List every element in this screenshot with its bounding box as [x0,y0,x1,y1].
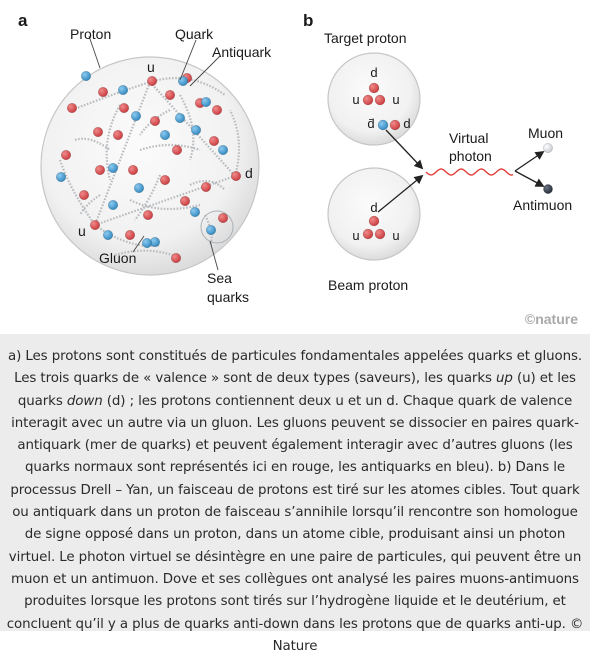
antiquark-dot [206,225,216,235]
label-virtual: Virtual [449,130,489,146]
target-quark-dot [363,95,373,105]
beam-quark-u-left: u [352,228,360,243]
antiquark-dot [191,125,201,135]
virtual-photon-line [426,169,513,175]
quark-dot [93,127,103,137]
label-valence-u-top: u [147,59,155,75]
muon-dot [543,143,552,152]
antiquark-dot [81,71,91,81]
beam-quark-dot [375,229,385,239]
antiquark-arrow [386,130,422,168]
antiquark-dot [201,97,211,107]
antimuon-arrow [515,171,543,186]
quark-dot [79,190,89,200]
target-quark-d: d [370,65,378,80]
quark-dot [231,171,241,181]
antiquark-dot [118,85,128,95]
quark-dot [212,105,222,115]
panel-b-letter: b [303,11,314,30]
quark-dot [125,230,135,240]
quark-dot [201,182,211,192]
antiquark-dot [103,230,113,240]
antiquark-dot [160,130,170,140]
label-target-proton: Target proton [324,30,407,46]
target-quark-dot [369,83,379,93]
label-valence-d: d [245,165,253,181]
label-sea: Sea [207,270,232,286]
quark-dot [180,196,190,206]
quark-dot [150,116,160,126]
target-quark-u-right: u [392,92,400,107]
label-proton: Proton [70,26,112,42]
antiquark-dot [131,111,141,121]
quark-dot [113,130,123,140]
antiquark-dot [178,76,188,86]
label-valence-u-left: u [78,223,86,239]
caption-part-1: a) Les protons sont constitués de particules fondamentales appelées quarks et gluons. Les trois quarks de « valence » sont de deux types (saveurs), les quarks [8,349,582,387]
caption-part-3: (d) ; les protons contiennent deux u et un d. Chaque quark de valence interagit avec un autre via un gluon. Les gluons peuvent se dissocier en paires quark-antiquark (mer de quarks) et peuvent également interagir avec d’autres gluons (les quarks normaux sont représentés ici en rouge, les antiquarks en bleu). b) Dans le processus Drell – Yan, un faisceau de protons est tiré sur les atomes cibles. Tout quark ou antiquark dans un proton de faisceau s’annihile lorsqu’il rencontre son homologue de signe opposé dans un proton, dans un atome cible, produisant ainsi un photon virtuel. Le photon virtuel se désintègre en une paire de particules, qui peuvent être un muon et un antimuon. Dove et ses collègues ont analysé les paires muons-antimuons produites lorsque les protons sont tirés sur l’hydrogène liquide et le deutérium, et concluent qu’il y a plus de quarks anti-down dans les protons que de quarks anti-up. © Nature [6,393,584,654]
quark-dot [160,175,170,185]
antiquark-dot [175,113,185,123]
antiquark-dot [190,207,200,217]
quark-dot [98,87,108,97]
label-quark: Quark [175,26,214,42]
target-sea-quark-dot [390,120,400,130]
muon-arrow [515,152,543,171]
quark-dot [61,150,71,160]
beam-quark-u-right: u [392,228,400,243]
label-quarks: quarks [207,289,250,305]
quark-dot [143,210,153,220]
antiquark-dot [142,238,152,248]
quark-dot [67,103,77,113]
quark-dot [171,253,181,263]
quark-dot [209,136,219,146]
caption-text [6,346,584,658]
beam-quark-dot [369,216,379,226]
target-quark-u-left: u [352,92,360,107]
beam-quark-dot [363,229,373,239]
antiquark-dot [218,145,228,155]
antiquark-dot [108,163,118,173]
quark-dot [128,165,138,175]
quark-dot [90,220,100,230]
quark-dot [95,165,105,175]
label-photon: photon [449,148,492,164]
caption [0,334,590,654]
antiquark-dot [134,183,144,193]
target-quark-d-pair: d [403,116,411,131]
nature-watermark: ©nature [524,311,578,327]
target-antiquark-dot [378,120,388,130]
caption-down-word: down [66,393,103,409]
target-antiquark-dbar: d̄ [367,116,375,131]
label-gluon: Gluon [99,250,137,266]
caption-up-word: up [496,371,513,387]
caption-part-2: (u) et les quarks [17,371,576,409]
beam-quark-d: d [370,200,378,215]
quark-dot [218,213,228,223]
quark-dot [165,90,175,100]
antiquark-dot [108,200,118,210]
label-beam-proton: Beam proton [328,277,409,293]
antimuon-dot [543,184,552,193]
quark-dot [119,103,129,113]
label-antiquark: Antiquark [212,44,272,60]
panel-a-letter: a [18,11,28,30]
target-quark-dot [375,95,385,105]
quark-dot [172,145,182,155]
antiquark-dot [56,172,66,182]
label-muon: Muon [528,125,564,141]
quark-dot [147,76,157,86]
label-antimuon: Antimuon [513,197,573,213]
